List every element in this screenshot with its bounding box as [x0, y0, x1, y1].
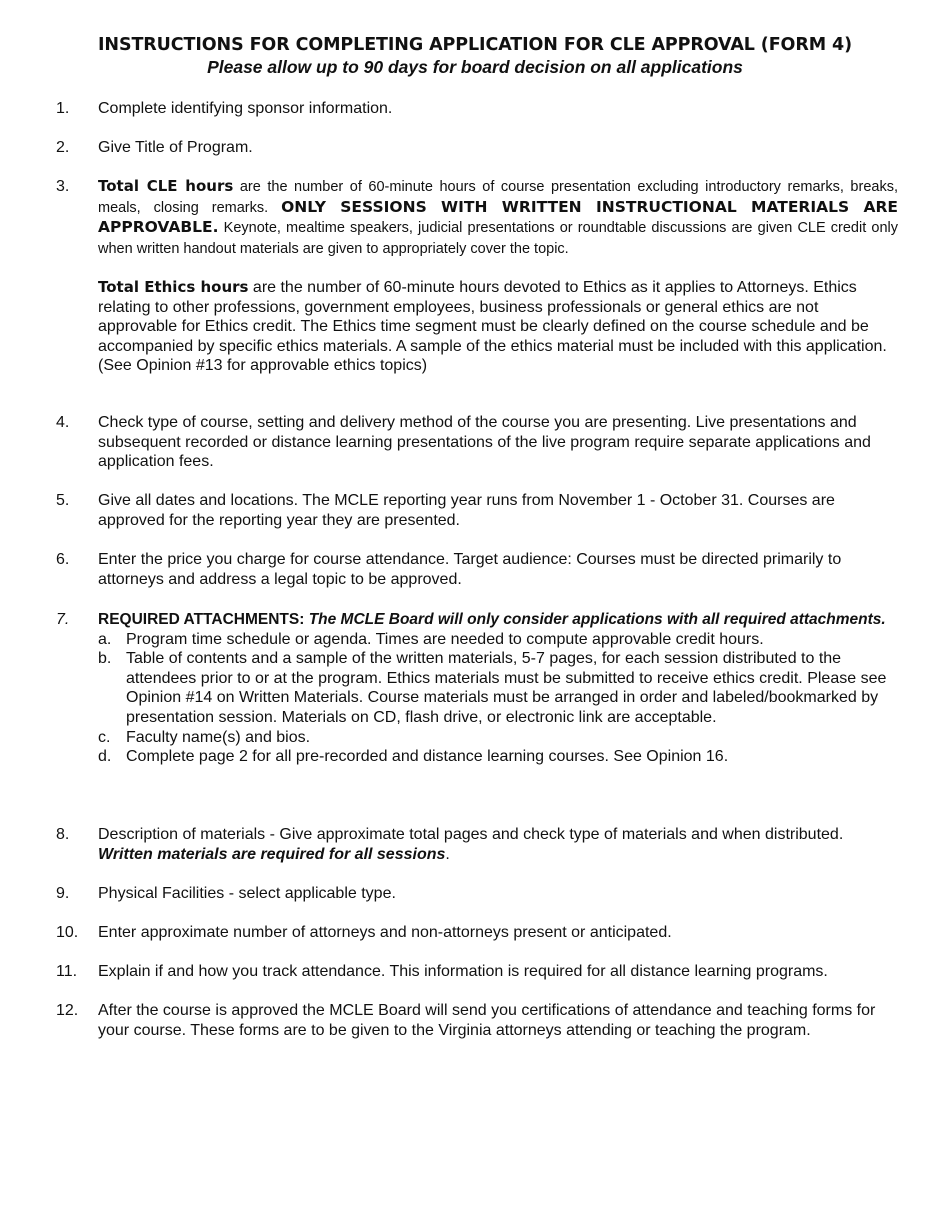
item-text: Complete identifying sponsor information.: [98, 100, 393, 117]
item-number: 6.: [56, 551, 70, 568]
document-header: [0, 34, 950, 78]
item-number: 4.: [56, 414, 70, 431]
item-text: Description of materials - Give approximate total pages and check type of materials and when distributed. Written materials are required for all sessions.: [98, 826, 844, 863]
attachment-item-d: d. Complete page 2 for all pre-recorded and distance learning courses. See Opinion 16.: [98, 748, 729, 766]
item-text: Enter the price you charge for course attendance. Target audience: Courses must be directed primarily to attorneys and address a legal topic to be approved.: [98, 551, 842, 588]
item-number: 10.: [56, 924, 79, 941]
item-text: Explain if and how you track attendance. This information is required for all distance learning programs.: [98, 963, 828, 980]
item-number: 8.: [56, 826, 70, 843]
item-number: 7.: [56, 611, 70, 628]
item-text: Give all dates and locations. The MCLE reporting year runs from November 1 - October 31. Courses are approved for the reporting year they are presented.: [98, 492, 835, 529]
item-number: 9.: [56, 885, 70, 902]
written-materials-required: Written materials are required for all sessions: [98, 845, 446, 863]
cle-hours-text-continued: Keynote, mealtime speakers, judicial presentations or roundtable discussions are given CLE credit only when written handout materials are given to appropriately cover the topic.: [98, 220, 898, 257]
cle-hours-paragraph: [98, 177, 898, 259]
item-text: Physical Facilities - select applicable type.: [98, 885, 396, 902]
item-number: 11.: [56, 963, 78, 980]
item-text: Enter approximate number of attorneys and non-attorneys present or anticipated.: [98, 924, 672, 941]
attachment-item-a: a. Program time schedule or agenda. Times are needed to compute approvable credit hours.: [98, 630, 764, 648]
item-number: 1.: [56, 100, 70, 117]
ethics-hours-paragraph: [98, 278, 898, 376]
document-subtitle: Please allow up to 90 days for board decision on all applications: [207, 57, 743, 77]
document-title: INSTRUCTIONS FOR COMPLETING APPLICATION FOR CLE APPROVAL (FORM 4): [97, 35, 852, 55]
required-attachments-heading: REQUIRED ATTACHMENTS: The MCLE Board will only consider applications with all required attachments.: [98, 611, 886, 628]
ethics-hours-label: Total Ethics hours: [98, 278, 249, 296]
attachment-item-b: b. Table of contents and a sample of the written materials, 5-7 pages, for each session distributed to the attendees prior to or at the program. Ethics materials must be submitted to receive ethics credit. Please see Opinion #14 on Written Materials. Course materials must be arranged in order and labeled/bookmarked by presentation session. Materials on CD, flash drive, or electronic link are acceptable.: [98, 650, 887, 726]
cle-hours-text: are the number of 60-minute hours of course presentation excluding introductory remarks, breaks, meals, closing remarks.: [98, 179, 898, 216]
required-attachments-note: The MCLE Board will only consider applications with all required attachments.: [308, 611, 886, 628]
item-number: 2.: [56, 139, 70, 156]
item-text: After the course is approved the MCLE Board will send you certifications of attendance and teaching forms for your course. These forms are to be given to the Virginia attorneys attending or teaching the program.: [98, 1002, 876, 1039]
attachment-item-c: c. Faculty name(s) and bios.: [98, 728, 311, 746]
item-number: 3.: [56, 178, 70, 195]
written-materials-notice: ONLY SESSIONS WITH WRITTEN INSTRUCTIONAL MATERIALS ARE APPROVABLE.: [98, 197, 898, 236]
item-text: Give Title of Program.: [98, 139, 253, 156]
item-number: 5.: [56, 492, 70, 509]
item-number: 12.: [56, 1002, 79, 1019]
cle-hours-label: Total CLE hours: [98, 177, 234, 195]
item-text: Check type of course, setting and delivery method of the course you are presenting. Live presentations and subsequent recorded or distance learning presentations of the live program require separate applications and application fees.: [98, 414, 871, 471]
ethics-hours-text: are the number of 60-minute hours devoted to Ethics as it applies to Attorneys. Ethics relating to other professions, government employees, business professionals or general ethics are not approvable for Ethics credit. The Ethics time segment must be clearly defined on the course schedule and be accompanied by specific ethics materials. A sample of the ethics material must be included with this application. (See Opinion #13 for approvable ethics topics): [98, 279, 887, 375]
